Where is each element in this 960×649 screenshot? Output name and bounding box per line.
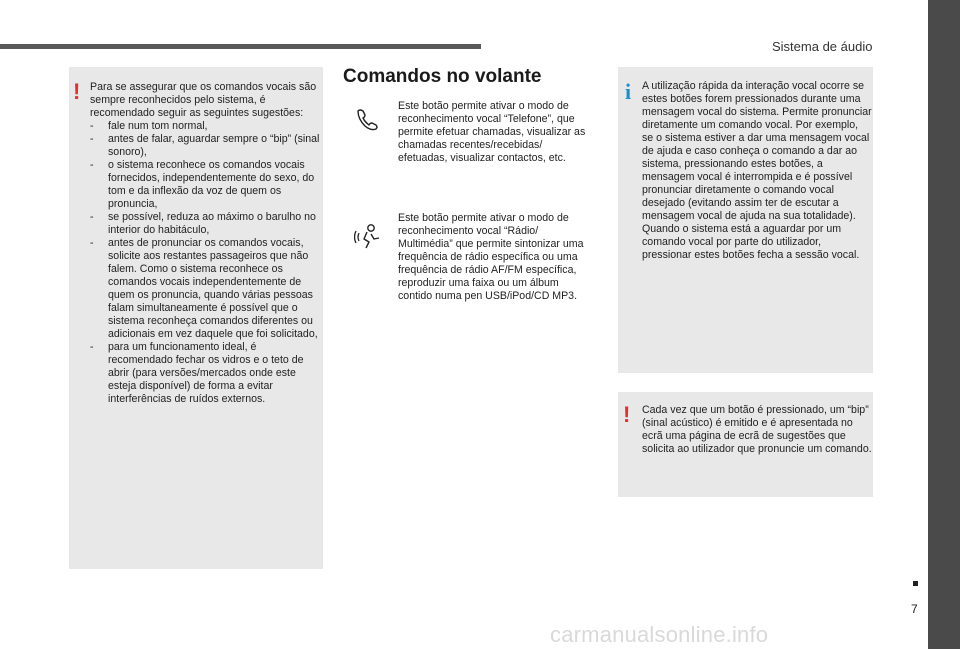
list-item: - se possível, reduza ao máximo o barulho no interior do habitáculo, bbox=[90, 211, 316, 236]
page-heading: Comandos no volante bbox=[343, 66, 542, 87]
phone-handset-icon bbox=[355, 107, 383, 131]
info-paragraph: Quando o sistema está a aguardar por um comando vocal por parte do utilizador, pressionar estes botões fecha a sessão vocal. bbox=[642, 223, 860, 261]
warning-icon: ! bbox=[623, 402, 631, 427]
warning-icon: ! bbox=[73, 79, 81, 104]
info-text bbox=[642, 80, 872, 262]
page-number: 7 bbox=[911, 602, 918, 616]
phone-button-description: Este botão permite ativar o modo de reconhecimento vocal “Telefone”, que permite efetuar chamadas, visualizar as chamadas recentes/recebidas/ efetuadas, visualizar contactos, etc. bbox=[398, 100, 586, 164]
recommendations-intro: Para se assegurar que os comandos vocais são sempre reconhecidos pelo sistema, é recomendado seguir as seguintes sugestões: bbox=[90, 81, 317, 119]
watermark: carmanualsonline.info bbox=[550, 622, 769, 647]
list-item: - para um funcionamento ideal, é recomendado fechar os vidros e o teto de abrir (para versões/mercados onde este esteja disponível) de forma a evitar interferências de ruídos externos. bbox=[90, 341, 304, 405]
beep-warning-text: Cada vez que um botão é pressionado, um “bip” (sinal acústico) é emitido e é apresentada no ecrã uma página de ecrã de sugestões que solicita ao utilizador que pronuncie um comando. bbox=[642, 404, 872, 455]
info-icon: i bbox=[625, 79, 632, 104]
list-item: - antes de falar, aguardar sempre o “bip” (sinal sonoro), bbox=[90, 133, 320, 158]
list-item: - antes de pronunciar os comandos vocais, solicite aos restantes passageiros que não falem. Como o sistema reconhece os comandos vocais independentemente de quem os pronuncia, quando várias pessoas falam simultaneamente é possível que o sistema reconheça comandos diferentes ou adicionais em vez daquele que foi solicitado, bbox=[90, 237, 318, 340]
header-rule bbox=[0, 44, 481, 49]
page-edge-bar bbox=[928, 0, 960, 649]
voice-button-description: Este botão permite ativar o modo de reconhecimento vocal “Rádio/ Multimédia” que permite sintonizar uma frequência de rádio específica ou uma frequência de rádio AF/FM específica, reproduzir uma faixa ou um álbum contido numa pen USB/iPod/CD MP3. bbox=[398, 212, 584, 302]
info-paragraph: A utilização rápida da interação vocal ocorre se estes botões forem pressionados durante uma mensagem vocal do sistema. Permite pronunciar diretamente um comando vocal. Por exemplo, se o sistema estiver a dar uma mensagem vocal de ajuda e caso conheça o comando a dar ao sistema, pressionando estes botões, a mensagem vocal é interrompida e é possível pronunciar diretamente o comando vocal desejado (evitando assim ter de escutar a mensagem vocal de ajuda na sua totalidade). bbox=[642, 80, 872, 222]
recommendations-text bbox=[90, 81, 322, 406]
section-title: Sistema de áudio bbox=[772, 39, 873, 54]
page-marker bbox=[913, 581, 918, 586]
list-item: - fale num tom normal, bbox=[90, 120, 208, 132]
recommendations-list bbox=[90, 120, 322, 406]
list-item: - o sistema reconhece os comandos vocais fornecidos, independentemente do sexo, do tom e da inflexão da voz de quem os pronuncia, bbox=[90, 159, 315, 210]
voice-command-icon bbox=[354, 222, 384, 250]
